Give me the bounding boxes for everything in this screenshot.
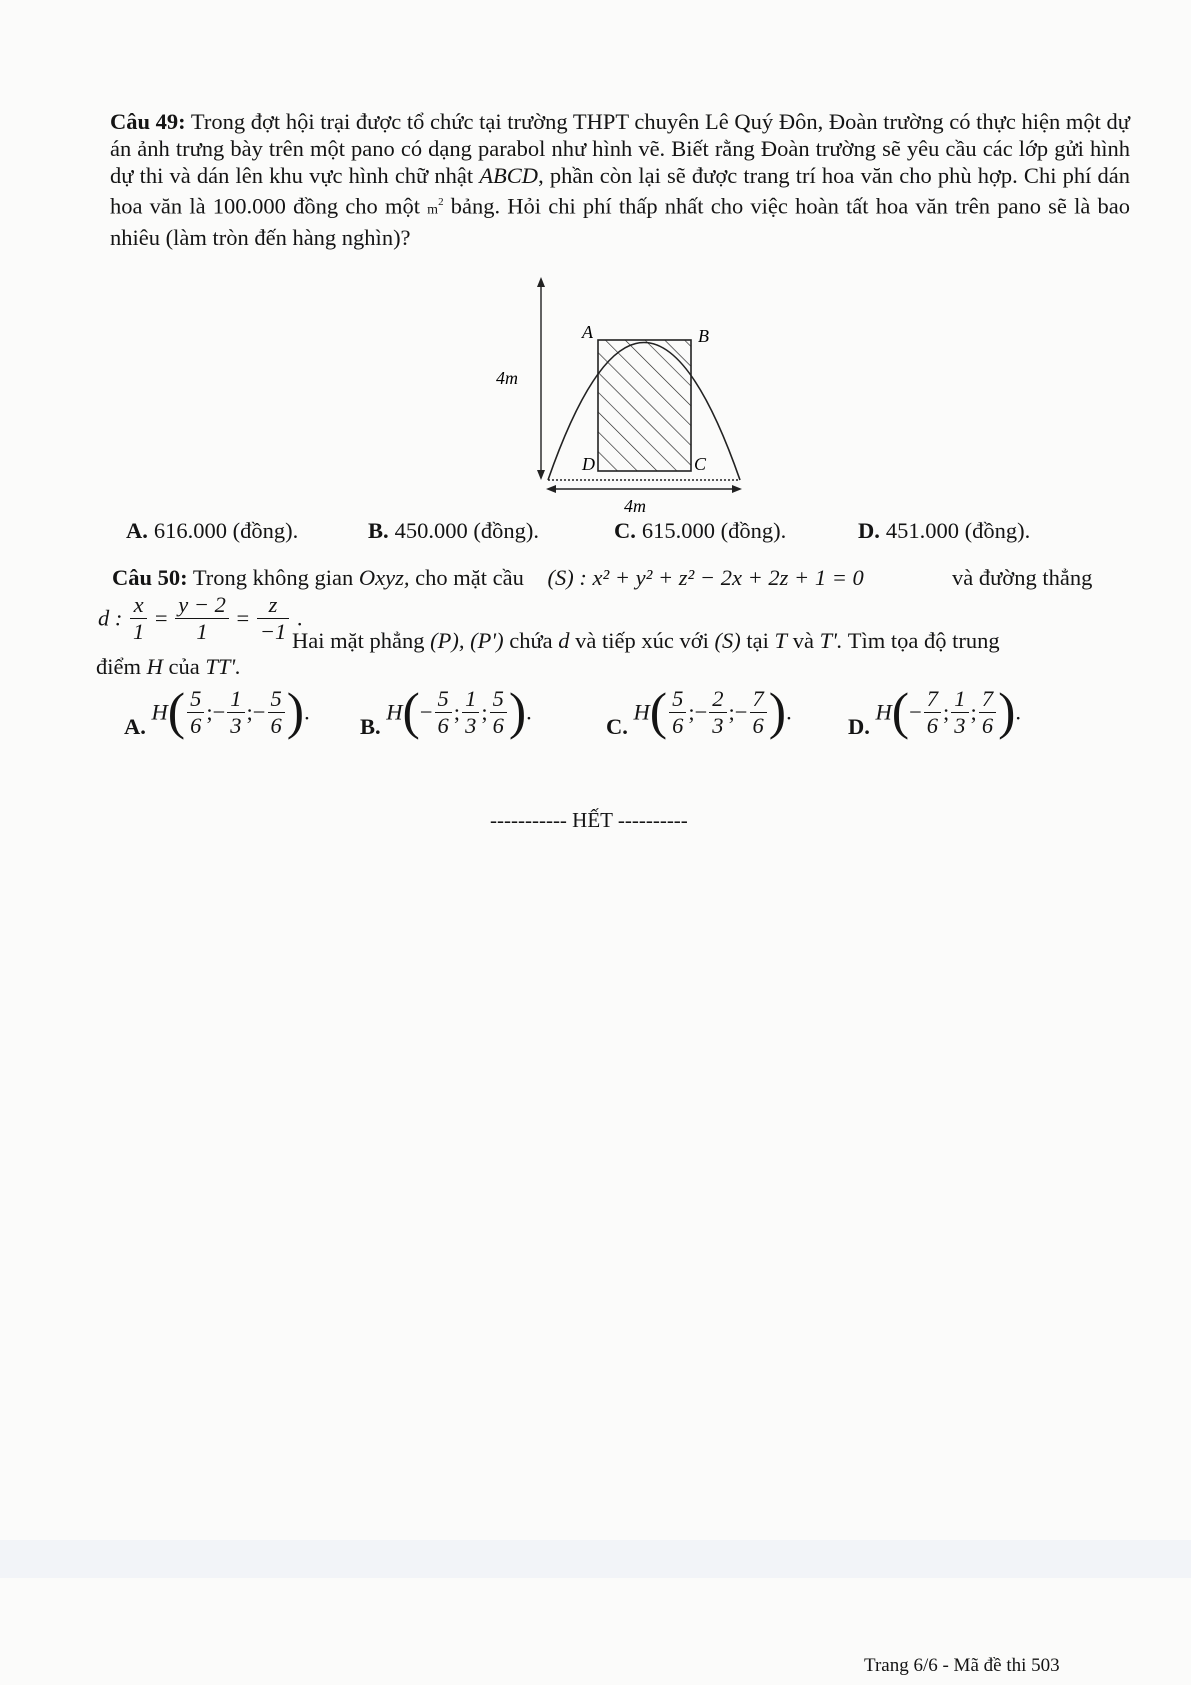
rectangle-abcd	[598, 340, 691, 471]
height-arrow-bottom	[537, 470, 545, 480]
rect-name: ABCD	[479, 163, 539, 188]
q49-option-d[interactable]: D. 451.000 (đồng).	[858, 518, 1031, 543]
label-b: B	[698, 326, 709, 346]
q49-option-c[interactable]: C. 615.000 (đồng).	[614, 518, 787, 543]
sphere-equation: (S) : x² + y² + z² − 2x + 2z + 1 = 0	[547, 565, 864, 590]
q50-option-b[interactable]: B. H(− $\frac{5}{6}$ ; $\frac{1}{3}$ ; $\frac{5}{6}$ ).	[360, 683, 532, 741]
question-49-label: Câu 49:	[110, 109, 186, 134]
label-a: A	[582, 322, 593, 342]
question-50-line2: Hai mặt phẳng (P), (P') chứa d và tiếp xúc với (S) tại T và T'. Tìm tọa độ trung	[292, 628, 1000, 653]
q49-option-a[interactable]: A. 616.000 (đồng).	[126, 518, 299, 543]
width-arrow-left	[546, 485, 556, 493]
question-49-text: Trong đợt hội trại được tổ chức tại trường THPT chuyên Lê Quý Đôn, Đoàn trường có thực hiện một dự án ảnh trưng bày trên một pano có dạng parabol như hình vẽ. Biết rằng Đoàn trường sẽ yêu cầu các lớp gửi hình dự thi và dán lên khu vực hình chữ nhật	[110, 109, 1130, 188]
unit: m	[427, 202, 439, 218]
question-50-line3: điểm H của TT'.	[96, 654, 241, 679]
height-arrow-top	[537, 277, 545, 287]
question-50-line1: Câu 50: Trong không gian Oxyz, cho mặt cầu (S) : x² + y² + z² − 2x + 2z + 1 = 0	[112, 565, 864, 590]
label-d: D	[582, 454, 595, 474]
q50-option-a[interactable]: A. H( $\frac{5}{6}$ ;− $\frac{1}{3}$ ;− $\frac{5}{6}$ ).	[124, 683, 310, 741]
scan-band	[0, 1540, 1191, 1578]
q50-option-c[interactable]: C. H( $\frac{5}{6}$ ;− $\frac{2}{3}$ ;− $\frac{7}{6}$ ).	[606, 683, 792, 741]
page-footer: Trang 6/6 - Mã đề thi 503	[864, 1655, 1060, 1676]
question-49	[110, 108, 1130, 251]
question-49-text2: , phần còn lại sẽ được trang trí hoa văn cho phù hợp. Chi phí dán hoa văn là 100.000 đồng cho một	[110, 163, 1130, 219]
unit-exponent: 2	[438, 196, 444, 208]
width-label: 4m	[624, 496, 646, 516]
height-label: 4m	[496, 368, 518, 388]
parabola-figure	[496, 275, 760, 516]
width-arrow-right	[732, 485, 742, 493]
question-49-text3: bảng. Hỏi chi phí thấp nhất cho việc hoàn tất hoa văn trên pano sẽ là bao nhiêu (làm tròn đến hàng nghìn)?	[110, 193, 1130, 250]
q49-option-b[interactable]: B. 450.000 (đồng).	[368, 518, 540, 543]
line-equation: d : $\frac{x}{1}$ = $\frac{y - 2}{1}$ = $\frac{z}{-1}$ .	[98, 592, 303, 644]
q50-option-d[interactable]: D. H(− $\frac{7}{6}$ ; $\frac{1}{3}$ ; $\frac{7}{6}$ ).	[848, 683, 1022, 741]
end-marker: ----------- HẾT ----------	[490, 808, 688, 832]
label-c: C	[694, 454, 707, 474]
question-50-line1-end: và đường thẳng	[952, 565, 1093, 590]
